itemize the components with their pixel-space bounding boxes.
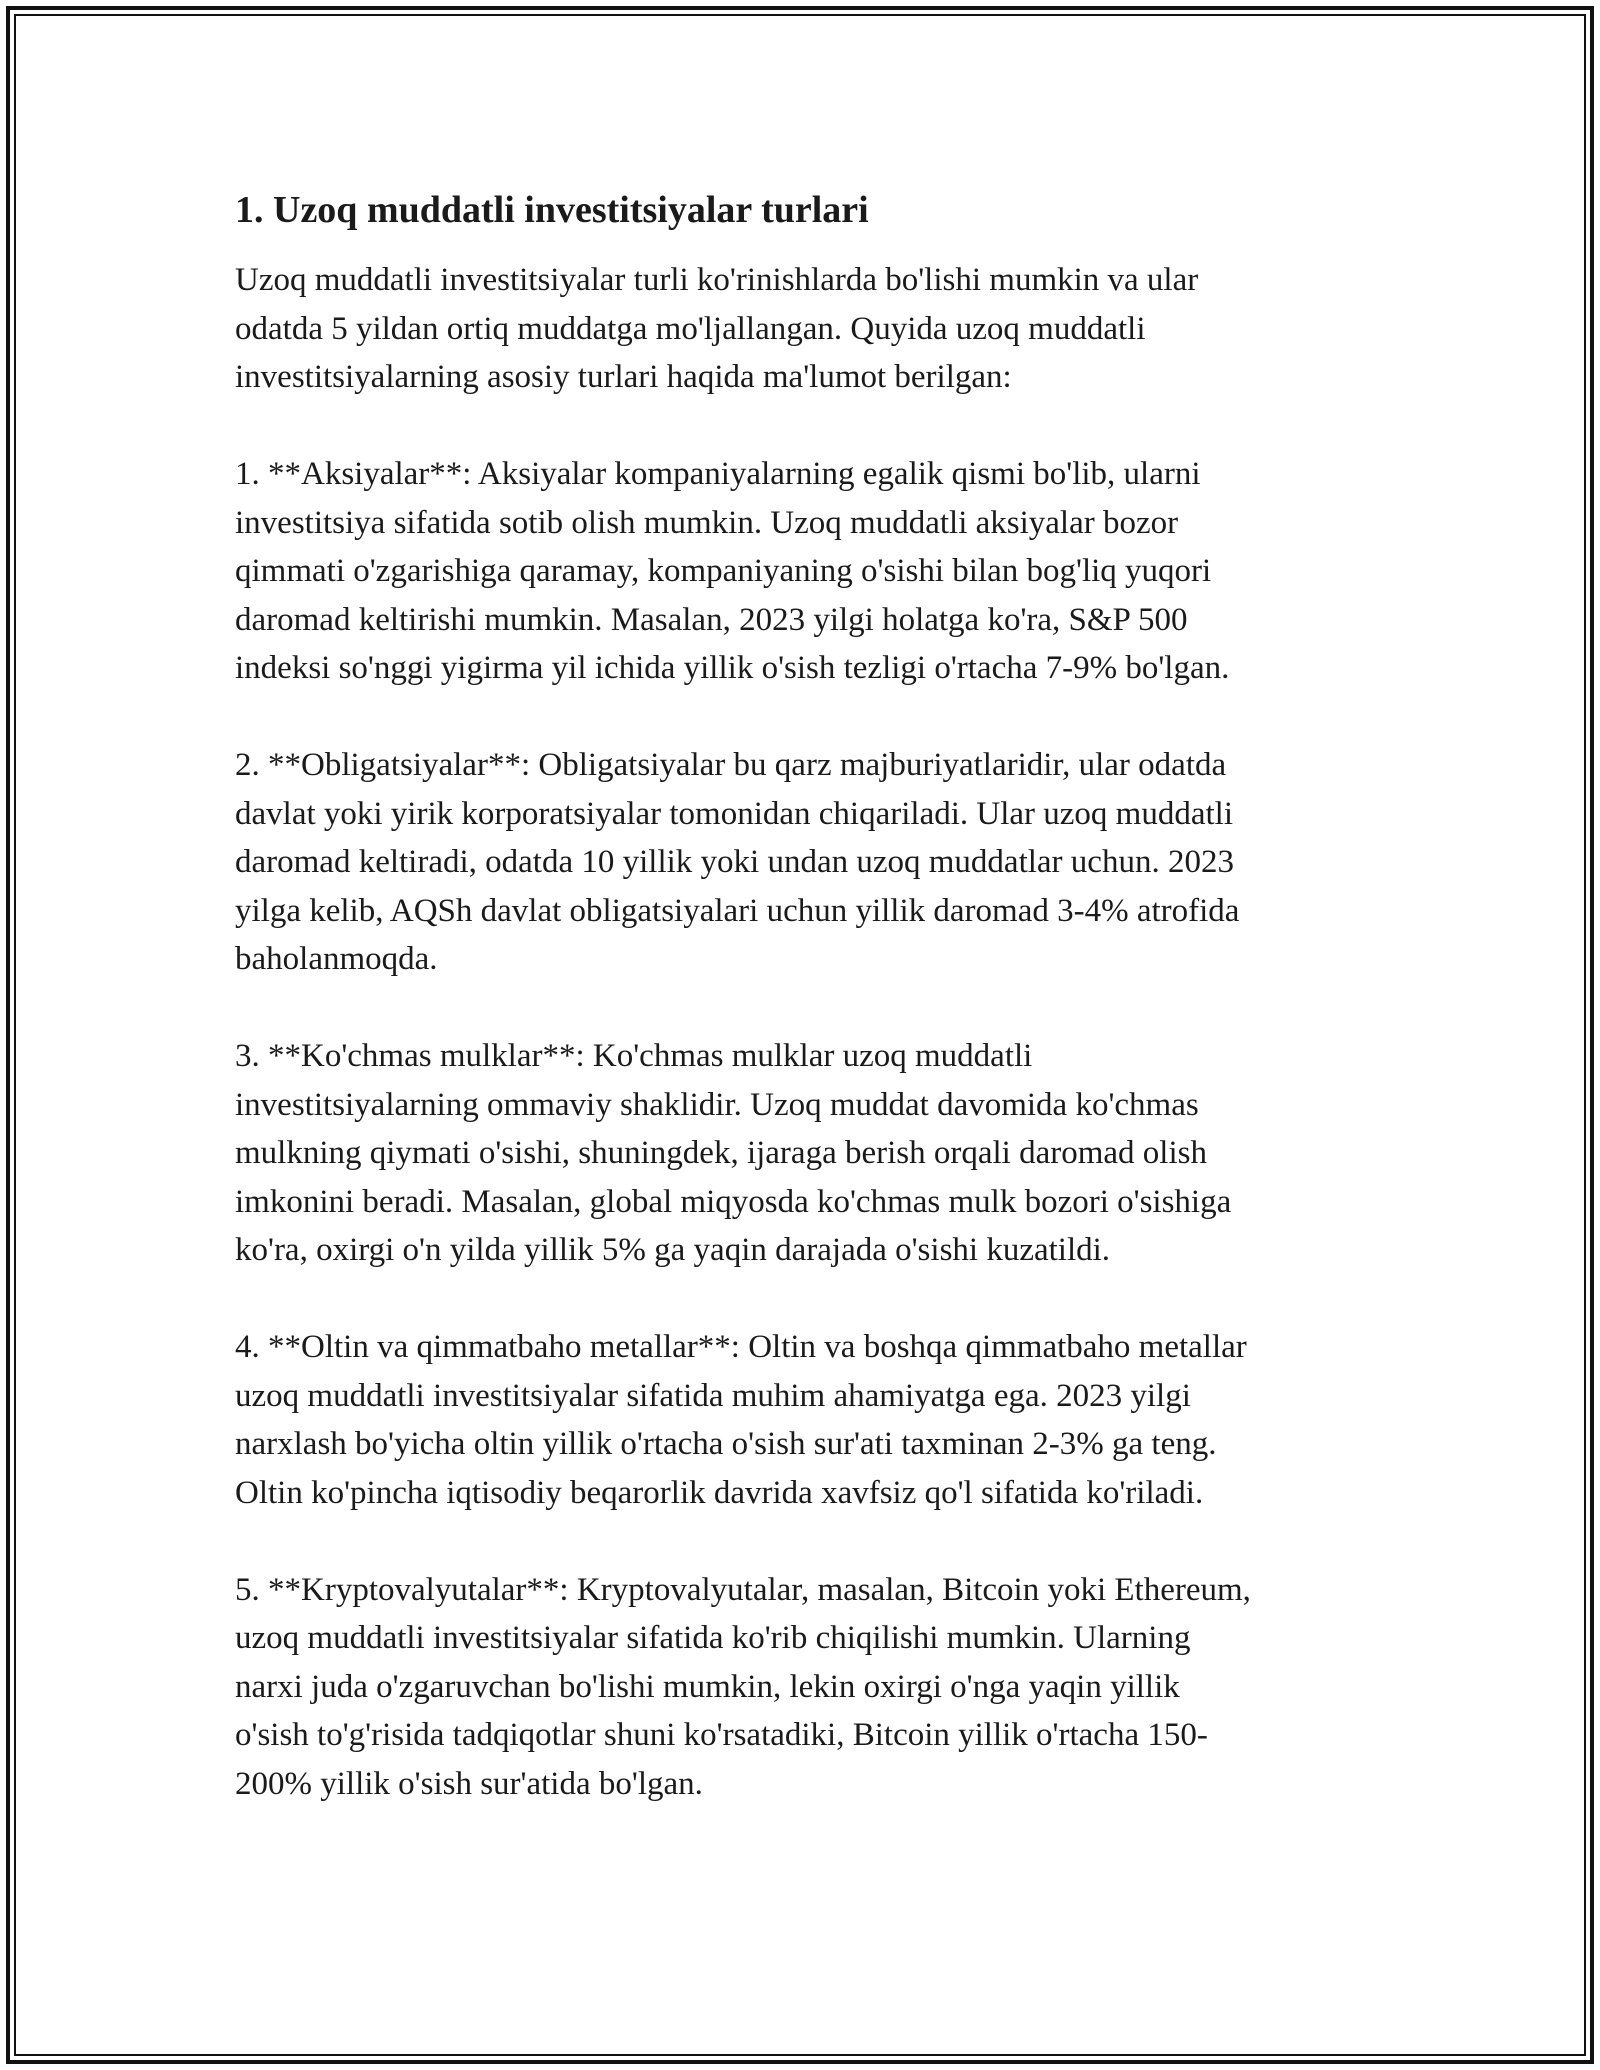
section-title: 1. Uzoq muddatli investitsiyalar turlari [235,189,869,231]
list-item-real-estate: 3. **Ko'chmas mulklar**: Ko'chmas mulklar uzoq muddatli investitsiyalarning ommaviy shaklidir. Uzoq muddat davomida ko'chmas mulkning qiymati o'sishi, shuningdek, ijaraga berish orqali daromad olish imkonini beradi. Masalan, global miqyosda ko'chmas mulk bozori o'sishiga ko'ra, oxirgi o'n yilda yillik 5% ga yaqin darajada o'sishi kuzatildi. [235,1038,1232,1268]
document-body [235,186,1385,1857]
list-item-crypto: 5. **Kryptovalyutalar**: Kryptovalyutalar, masalan, Bitcoin yoki Ethereum, uzoq muddatli investitsiyalar sifatida ko'rib chiqilishi mumkin. Ularning narxi juda o'zgaruvchan bo'lishi mumkin, lekin oxirgi o'nga yaqin yillik o'sish to'g'risida tadqiqotlar shuni ko'rsatadiki, Bitcoin yillik o'rtacha 150- 200% yillik o'sish sur'atida bo'lgan. [235,1571,1251,1802]
list-item-stocks: 1. **Aksiyalar**: Aksiyalar kompaniyalarning egalik qismi bo'lib, ularni investitsiya sifatida sotib olish mumkin. Uzoq muddatli aksiyalar bozor qimmati o'zgarishiga qaramay, kompaniyaning o'sishi bilan bog'liq yuqori daromad keltirishi mumkin. Masalan, 2023 yilgi holatga ko'ra, S&P 500 indeksi so'nggi yigirma yil ichida yillik o'sish tezligi o'rtacha 7-9% bo'lgan. [235,456,1230,686]
list-item-bonds: 2. **Obligatsiyalar**: Obligatsiyalar bu qarz majburiyatlaridir, ular odatda davlat yoki yirik korporatsiyalar tomonidan chiqariladi. Ular uzoq muddatli daromad keltiradi, odatda 10 yillik yoki undan uzoq muddatlar uchun. 2023 yilga kelib, AQSh davlat obligatsiyalari uchun yillik daromad 3-4% atrofida baholanmoqda. [235,747,1240,977]
list-item-gold-metals: 4. **Oltin va qimmatbaho metallar**: Oltin va boshqa qimmatbaho metallar uzoq muddatli investitsiyalar sifatida muhim ahamiyatga ega. 2023 yilgi narxlash bo'yicha oltin yillik o'rtacha o'sish sur'ati taxminan 2-3% ga teng. Oltin ko'pincha iqtisodiy beqarorlik davrida xavfsiz qo'l sifatida ko'riladi. [235,1329,1247,1511]
intro-paragraph: Uzoq muddatli investitsiyalar turli ko'rinishlarda bo'lishi mumkin va ular odatda 5 yildan ortiq muddatga mo'ljallangan. Quyida uzoq muddatli investitsiyalarning asosiy turlari haqida ma'lumot berilgan: [235,262,1199,395]
